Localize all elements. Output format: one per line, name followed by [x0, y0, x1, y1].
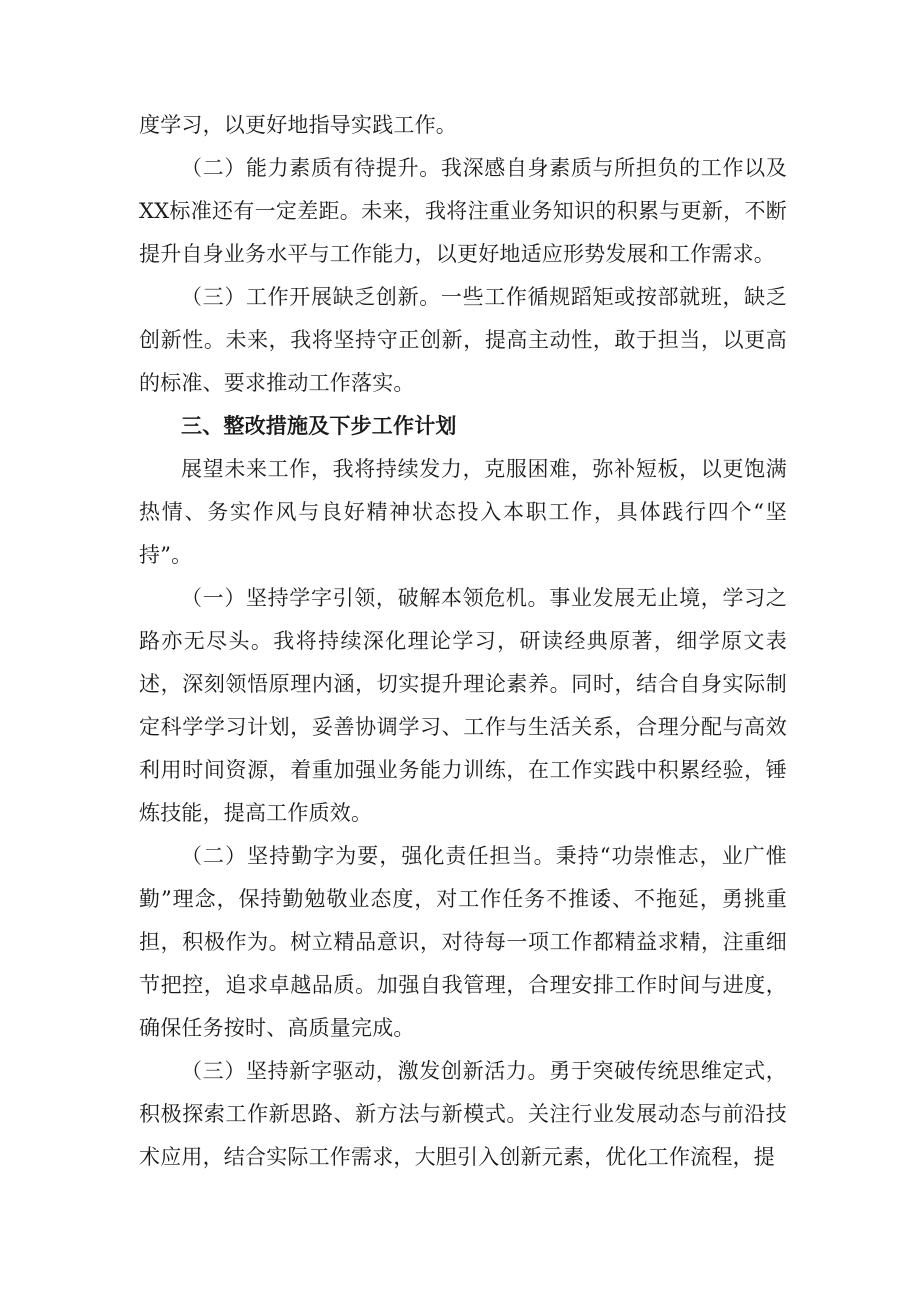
paragraph-innovation: （三）坚持新字驱动，激发创新活力。勇于突破传统思维定式，积极探索工作新思路、新方法与新模式。关注行业发展动态与前沿技术应用，结合实际工作需求，大胆引入创新元素，优化工作流程，提 — [139, 1059, 787, 1169]
paragraph-learning: （一）坚持学字引领，破解本领危机。事业发展无止境，学习之路亦无尽头。我将持续深化理论学习，研读经典原著，细学原文表述，深刻领悟原理内涵，切实提升理论素养。同时，结合自身实际制定科学学习计划，妥善协调学习、工作与生活关系，合理分配与高效利用时间资源，着重加强业务能力训练，在工作实践中积累经验，锤炼技能，提高工作质效。 — [139, 586, 787, 825]
paragraph-continuation: 度学习，以更好地指导实践工作。 — [139, 113, 457, 137]
document-body — [139, 104, 787, 1179]
section-heading-rectification: 三、整改措施及下步工作计划 — [181, 414, 457, 438]
paragraph-diligence: （二）坚持勤字为要，强化责任担当。秉持“功崇惟志，业广惟勤”理念，保持勤勉敬业态度，对工作任务不推诿、不拖延，勇挑重担，积极作为。树立精品意识，对待每一项工作都精益求精，注重细节把控，追求卓越品质。加强自我管理，合理安排工作时间与进度，确保任务按时、高质量完成。 — [139, 844, 787, 1040]
paragraph-lack-innovation: （三）工作开展缺乏创新。一些工作循规蹈矩或按部就班，缺乏创新性。未来，我将坚持守正创新，提高主动性，敢于担当，以更高的标准、要求推动工作落实。 — [139, 285, 787, 395]
paragraph-ability-quality: （二）能力素质有待提升。我深感自身素质与所担负的工作以及XX标准还有一定差距。未来，我将注重业务知识的积累与更新，不断提升自身业务水平与工作能力，以更好地适应形势发展和工作需求。 — [139, 156, 787, 266]
paragraph-outlook: 展望未来工作，我将持续发力，克服困难，弥补短板，以更饱满热情、务实作风与良好精神状态投入本职工作，具体践行四个“坚持”。 — [139, 457, 787, 567]
